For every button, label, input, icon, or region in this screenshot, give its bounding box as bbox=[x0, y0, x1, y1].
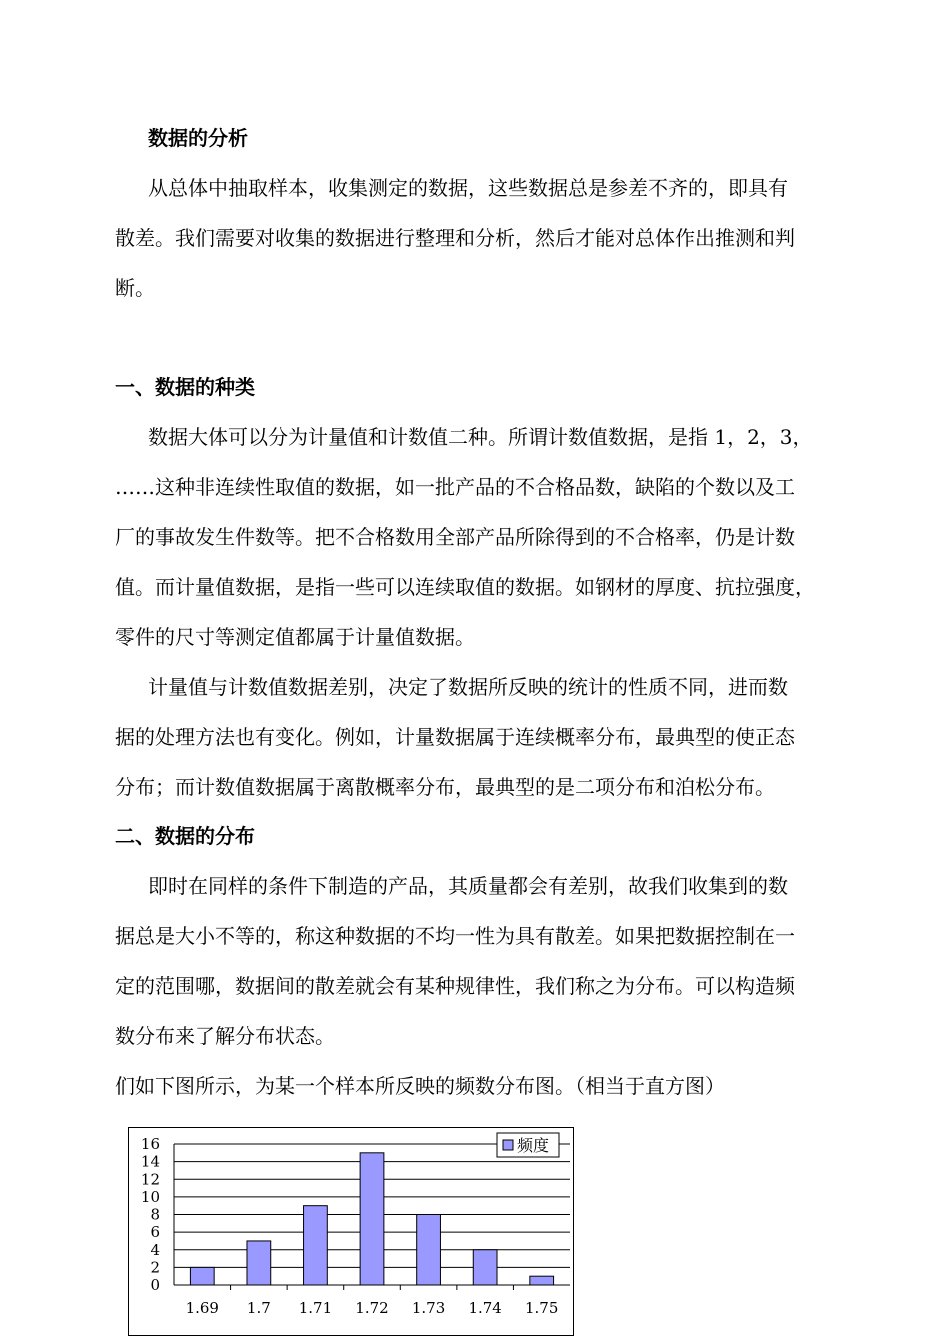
y-tick-label: 2 bbox=[150, 1258, 160, 1277]
bar-1.73 bbox=[417, 1215, 441, 1286]
y-tick-label: 16 bbox=[140, 1135, 160, 1153]
legend-swatch bbox=[503, 1140, 513, 1150]
x-tick-label: 1.75 bbox=[525, 1299, 559, 1317]
intro-line-1: 从总体中抽取样本，收集测定的数据，这些数据总是参差不齐的，即具有 bbox=[148, 176, 788, 200]
intro-line-2: 散差。我们需要对收集的数据进行整理和分析，然后才能对总体作出推测和判 bbox=[115, 226, 795, 250]
x-tick-label: 1.69 bbox=[185, 1299, 219, 1317]
intro-line-3: 断。 bbox=[115, 276, 155, 300]
section1-p2-line-2: 据的处理方法也有变化。例如，计量数据属于连续概率分布，最典型的使正态 bbox=[115, 725, 795, 749]
y-tick-label: 0 bbox=[150, 1276, 160, 1294]
y-tick-label: 12 bbox=[140, 1170, 160, 1189]
x-tick-label: 1.73 bbox=[411, 1299, 446, 1317]
section1-p1-line-4: 值。而计量值数据，是指一些可以连续取值的数据。如钢材的厚度、抗拉强度， bbox=[115, 575, 815, 599]
section1-p1-line-3: 厂的事故发生件数等。把不合格数用全部产品所除得到的不合格率，仍是计数 bbox=[115, 525, 795, 549]
y-tick-label: 10 bbox=[140, 1187, 160, 1206]
y-tick-label: 4 bbox=[150, 1240, 160, 1259]
section2-p1-line-2: 据总是大小不等的，称这种数据的不均一性为具有散差。如果把数据控制在一 bbox=[115, 924, 795, 948]
section1-p2-line-1: 计量值与计数值数据差别，决定了数据所反映的统计的性质不同，进而数 bbox=[148, 675, 788, 699]
section2-p1-line-3: 定的范围哪，数据间的散差就会有某种规律性，我们称之为分布。可以构造频 bbox=[115, 974, 795, 998]
chart-caption: 们如下图所示，为某一个样本所反映的频数分布图。（相当于直方图） bbox=[115, 1074, 725, 1098]
section2-heading: 二、数据的分布 bbox=[115, 824, 255, 848]
y-tick-label: 8 bbox=[150, 1205, 160, 1224]
bar-1.71 bbox=[304, 1206, 328, 1285]
bar-1.75 bbox=[530, 1276, 554, 1285]
legend-label: 频度 bbox=[517, 1136, 550, 1155]
section1-p1-line-2: ……这种非连续性取值的数据，如一批产品的不合格品数，缺陷的个数以及工 bbox=[115, 475, 795, 499]
section1-heading: 一、数据的种类 bbox=[115, 375, 255, 399]
section1-p1-line-1: 数据大体可以分为计量值和计数值二种。所谓计数值数据，是指 1，2，3， bbox=[148, 425, 813, 449]
x-tick-label: 1.72 bbox=[355, 1299, 389, 1317]
section1-p2-line-3: 分布；而计数值数据属于离散概率分布，最典型的是二项分布和泊松分布。 bbox=[115, 775, 775, 799]
x-tick-label: 1.74 bbox=[468, 1299, 502, 1317]
section1-p1-line-5: 零件的尺寸等测定值都属于计量值数据。 bbox=[115, 625, 475, 649]
section2-p1-line-1: 即时在同样的条件下制造的产品，其质量都会有差别，故我们收集到的数 bbox=[148, 874, 788, 898]
section2-p1-line-4: 数分布来了解分布状态。 bbox=[115, 1024, 335, 1048]
bar-1.74 bbox=[473, 1250, 497, 1285]
bar-1.69 bbox=[190, 1267, 214, 1285]
frequency-histogram bbox=[128, 1127, 574, 1336]
y-tick-label: 14 bbox=[140, 1152, 160, 1171]
bar-1.7 bbox=[247, 1241, 271, 1285]
x-tick-label: 1.71 bbox=[298, 1299, 333, 1317]
document-title: 数据的分析 bbox=[148, 126, 248, 150]
bar-1.72 bbox=[360, 1153, 384, 1285]
x-tick-label: 1.7 bbox=[246, 1299, 271, 1317]
chart-svg bbox=[129, 1128, 573, 1335]
y-tick-label: 6 bbox=[150, 1223, 160, 1242]
